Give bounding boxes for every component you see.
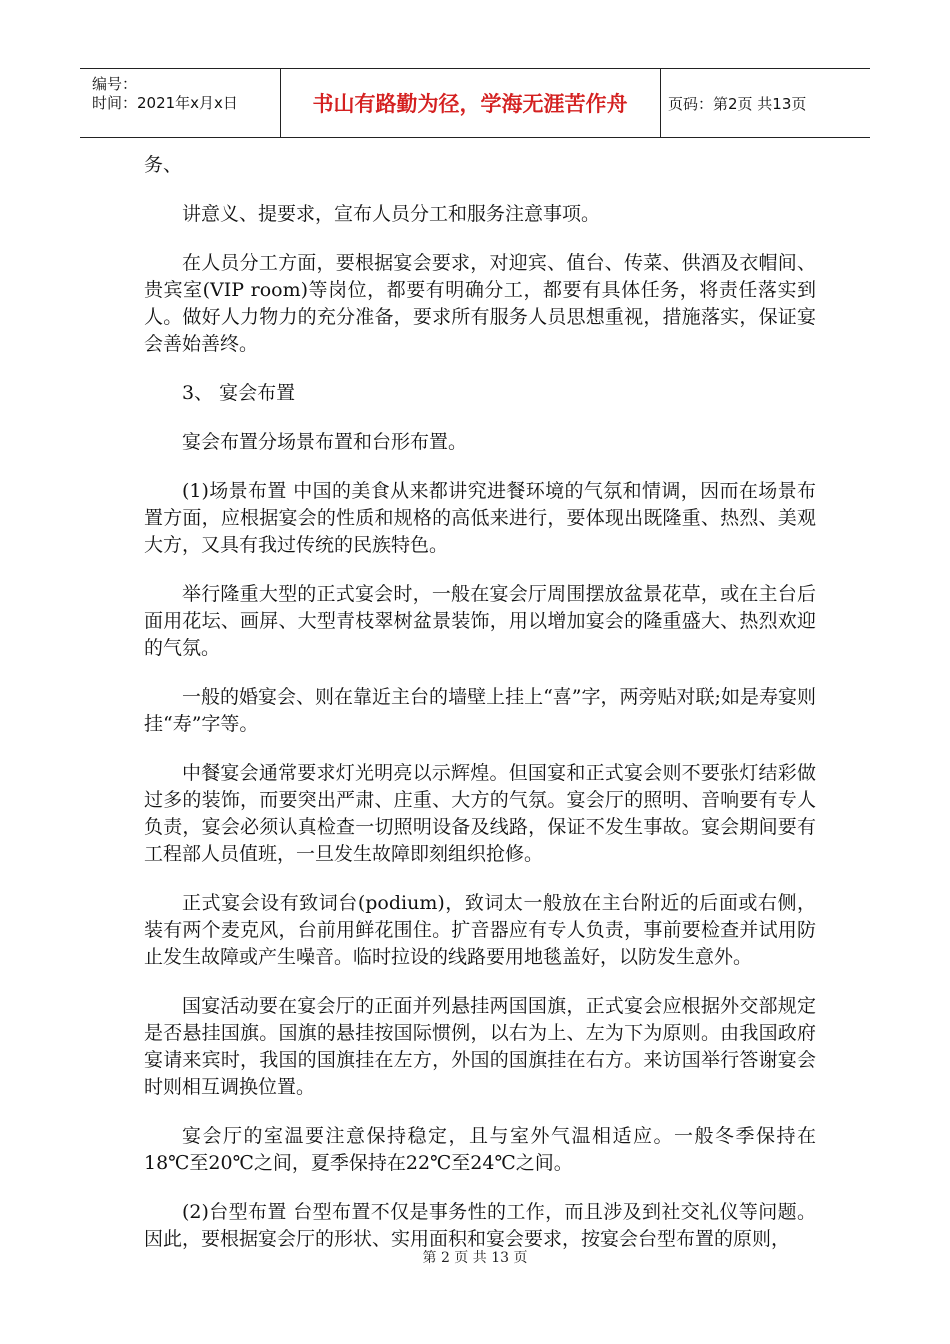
paragraph: 在人员分工方面，要根据宴会要求，对迎宾、值台、传菜、供酒及衣帽间、贵宾室(VIP room)等岗位，都要有明确分工，都要有具体任务，将责任落实到人。做好人力物力的充分准备，要求所有服务人员思想重视，措施落实，保证宴会善始善终。	[144, 252, 816, 355]
paragraph: 讲意义、提要求，宣布人员分工和服务注意事项。	[182, 203, 601, 225]
paragraph: 正式宴会设有致词台(podium)，致词太一般放在主台附近的后面或右侧，装有两个麦克风，台前用鲜花围住。扩音器应有专人负责，事前要检查并试用防止发生故障或产生噪音。临时拉设的线路要用地毯盖好，以防发生意外。	[144, 892, 816, 968]
paragraph: 宴会布置分场景布置和台形布置。	[182, 431, 468, 453]
section-heading: 3、 宴会布置	[182, 382, 296, 404]
time-label: 时间：2021年x月x日	[92, 94, 238, 112]
header-motto: 书山有路勤为径，学海无涯苦作舟	[280, 69, 661, 137]
page-footer: 第 2 页 共 13 页	[422, 1250, 528, 1266]
paragraph: (2)台型布置 台型布置不仅是事务性的工作，而且涉及到社交礼仪等问题。因此，要根据宴会厅的形状、实用面积和宴会要求，按宴会台型布置的原则，	[144, 1201, 816, 1250]
paragraph: (1)场景布置 中国的美食从来都讲究进餐环境的气氛和情调，因而在场景布置方面，应根据宴会的性质和规格的高低来进行，要体现出既隆重、热烈、美观大方，又具有我过传统的民族特色。	[144, 480, 816, 556]
header-page-info	[660, 69, 870, 137]
code-label: 编号：	[92, 75, 138, 93]
document-body	[144, 152, 816, 1253]
paragraph: 一般的婚宴会、则在靠近主台的墙壁上挂上“喜”字，两旁贴对联;如是寿宴则挂“寿”字等。	[144, 686, 816, 735]
paragraph: 务、	[144, 154, 183, 176]
paragraph: 国宴活动要在宴会厅的正面并列悬挂两国国旗，正式宴会应根据外交部规定是否悬挂国旗。国旗的悬挂按国际惯例，以右为上、左为下为原则。由我国政府宴请来宾时，我国的国旗挂在左方，外国的国旗挂在右方。来访国举行答谢宴会时则相互调换位置。	[144, 995, 816, 1098]
page-info-text: 页码：第2页 共13页	[668, 94, 807, 113]
paragraph: 中餐宴会通常要求灯光明亮以示辉煌。但国宴和正式宴会则不要张灯结彩做过多的装饰，而要突出严肃、庄重、大方的气氛。宴会厅的照明、音响要有专人负责，宴会必须认真检查一切照明设备及线路，保证不发生事故。宴会期间要有工程部人员值班，一旦发生故障即刻组织抢修。	[144, 762, 816, 865]
header-meta	[80, 69, 281, 137]
paragraph: 宴会厅的室温要注意保持稳定，且与室外气温相适应。一般冬季保持在18℃至20℃之间，夏季保持在22℃至24℃之间。	[144, 1125, 816, 1174]
paragraph: 举行隆重大型的正式宴会时，一般在宴会厅周围摆放盆景花草，或在主台后面用花坛、画屏、大型青枝翠树盆景装饰，用以增加宴会的隆重盛大、热烈欢迎的气氛。	[144, 583, 816, 659]
page-header	[80, 68, 870, 138]
